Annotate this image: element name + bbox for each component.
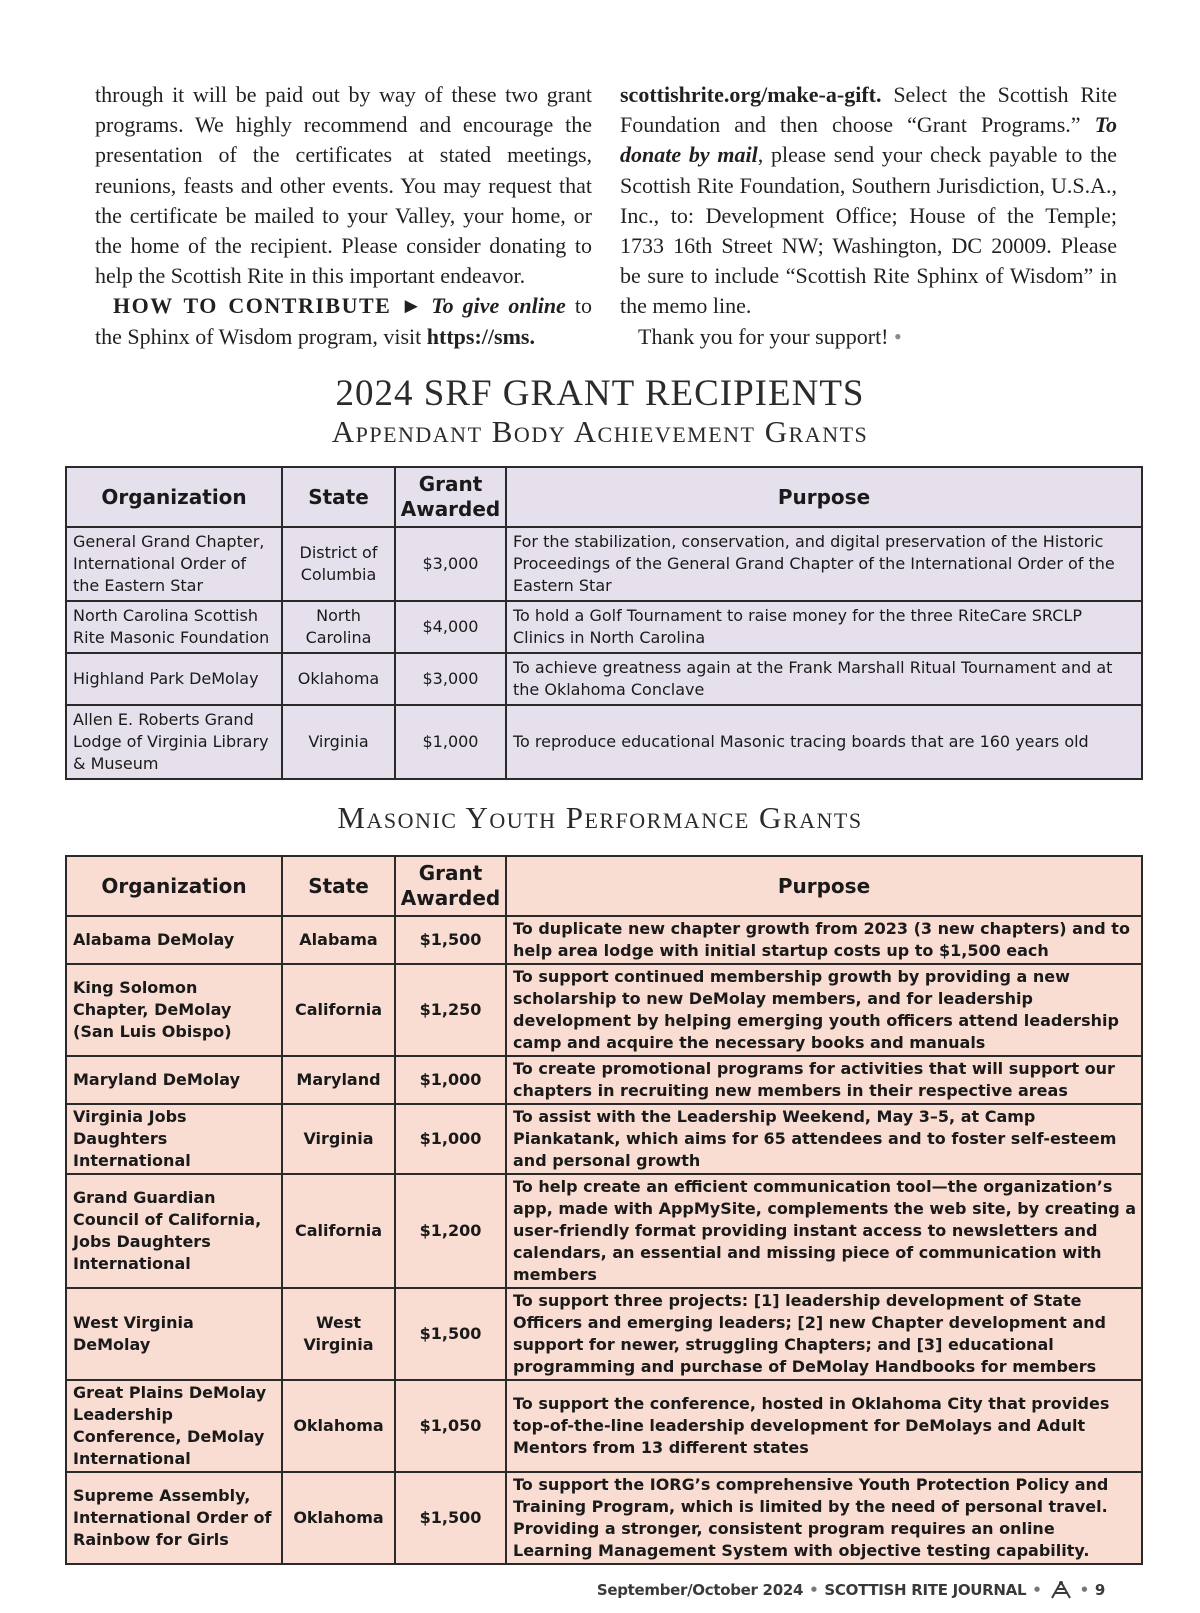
give-online-label: To give online [431, 293, 566, 319]
organization-cell: West Virginia DeMolay [66, 1288, 282, 1380]
table-row [66, 1472, 1142, 1564]
table-row [66, 1056, 1142, 1104]
table-row [66, 964, 1142, 1056]
grant-cell: $1,500 [395, 1288, 506, 1380]
end-bullet: • [894, 323, 902, 349]
footer-separator: • [1032, 1581, 1042, 1599]
state-cell: Virginia [282, 705, 395, 779]
header-grant-awarded: Grant Awarded [395, 467, 506, 527]
purpose-cell: To achieve greatness again at the Frank Marshall Ritual Tournament and at the Oklahoma Conclave [506, 653, 1142, 705]
purpose-cell: To assist with the Leadership Weekend, May 3–5, at Camp Piankatank, which aims for 65 attendees and to foster self-esteem and personal growth [506, 1104, 1142, 1174]
grant-cell: $1,500 [395, 916, 506, 964]
intro-paragraph-2 [95, 291, 592, 351]
grant-cell: $1,500 [395, 1472, 506, 1564]
table-row [66, 1104, 1142, 1174]
table-row [66, 1288, 1142, 1380]
donate-by-mail-label: To donate by mail [620, 112, 1117, 168]
state-cell: District of Columbia [282, 527, 395, 601]
purpose-cell: To help create an efficient communication tool—the organization’s app, made with AppMySite, complements the web site, by creating a user-friendly format providing instant access to newsletters and calendars, an essential and missing piece of communication with members [506, 1174, 1142, 1288]
intro-left-column [95, 80, 592, 352]
organization-cell: North Carolina Scottish Rite Masonic Foundation [66, 601, 282, 653]
organization-cell: Highland Park DeMolay [66, 653, 282, 705]
intro-right-column [620, 80, 1117, 352]
arrow-icon: ► [400, 293, 423, 319]
table-row [66, 705, 1142, 779]
grant-cell: $3,000 [395, 527, 506, 601]
organization-cell: Great Plains DeMolay Leadership Conference, DeMolay International [66, 1380, 282, 1472]
header-state: State [282, 856, 395, 916]
organization-cell: King Solomon Chapter, DeMolay (San Luis Obispo) [66, 964, 282, 1056]
organization-cell: Grand Guardian Council of California, Jobs Daughters International [66, 1174, 282, 1288]
grant-cell: $4,000 [395, 601, 506, 653]
page-number: 9 [1094, 1581, 1105, 1599]
page-title: 2024 SRF GRANT RECIPIENTS [335, 373, 865, 414]
table-header-row [66, 856, 1142, 916]
purpose-cell: For the stabilization, conservation, and digital preservation of the Historic Proceedings of the General Grand Chapter of the International Order of the Eastern Star [506, 527, 1142, 601]
page-footer [597, 1580, 1105, 1600]
state-cell: Maryland [282, 1056, 395, 1104]
youth-section-title: Masonic Youth Performance Grants [337, 800, 863, 835]
intro-paragraph-3-b: , please send your check payable to the Scottish Rite Foundation, Southern Jurisdiction, U.S.A., Inc., to: Development Office; House of the Temple; 1733 16th Street NW; Washington, DC 20009. Please be sure to include “Scottish Rite Sphinx of Wisdom” in the memo line. [620, 142, 1117, 319]
state-cell: Oklahoma [282, 1380, 395, 1472]
organization-cell: Alabama DeMolay [66, 916, 282, 964]
purpose-cell: To support continued membership growth by providing a new scholarship to new DeMolay members, and for leadership development by helping emerging youth officers attend leadership camp and acquire the necessary books and manuals [506, 964, 1142, 1056]
header-organization: Organization [66, 467, 282, 527]
state-cell: Virginia [282, 1104, 395, 1174]
header-grant-awarded: Grant Awarded [395, 856, 506, 916]
state-cell: California [282, 1174, 395, 1288]
table-row [66, 653, 1142, 705]
header-organization: Organization [66, 856, 282, 916]
gift-url-part-2[interactable]: scottishrite.org/make-a-gift. [620, 82, 882, 107]
organization-cell: Maryland DeMolay [66, 1056, 282, 1104]
youth-grants-table [65, 855, 1143, 1565]
grant-cell: $1,250 [395, 964, 506, 1056]
intro-paragraph-2-tail: to the Sphinx of Wisdom program, visit [95, 293, 592, 349]
organization-cell: General Grand Chapter, International Order of the Eastern Star [66, 527, 282, 601]
organization-cell: Allen E. Roberts Grand Lodge of Virginia Library & Museum [66, 705, 282, 779]
table-row [66, 1174, 1142, 1288]
state-cell: Oklahoma [282, 1472, 395, 1564]
intro-paragraph-3 [620, 80, 1117, 322]
grant-cell: $1,050 [395, 1380, 506, 1472]
appendant-section-title: Appendant Body Achievement Grants [331, 414, 869, 449]
purpose-cell: To hold a Golf Tournament to raise money for the three RiteCare SRCLP Clinics in North Carolina [506, 601, 1142, 653]
header-purpose: Purpose [506, 467, 1142, 527]
state-cell: Alabama [282, 916, 395, 964]
purpose-cell: To support the IORG’s comprehensive Youth Protection Policy and Training Program, which is limited by the need of personal travel. Providing a stronger, consistent program requires an online Learning Management System with objective testing capability. [506, 1472, 1142, 1564]
footer-separator: • [809, 1581, 819, 1599]
double-eagle-emblem-icon [1048, 1580, 1074, 1600]
header-purpose: Purpose [506, 856, 1142, 916]
purpose-cell: To support three projects: [1] leadership development of State Officers and emerging leaders; [2] new Chapter development and support for newer, struggling Chapters; and [3] educational programming and purchase of DeMolay Handbooks for members [506, 1288, 1142, 1380]
state-cell: Oklahoma [282, 653, 395, 705]
intro-paragraph-1: through it will be paid out by way of these two grant programs. We highly recommend and encourage the presentation of the certificates at stated meetings, reunions, feasts and other events. You may request that the certificate be mailed to your Valley, your home, or the home of the recipient. Please consider donating to help the Scottish Rite in this important endeavor. [95, 82, 592, 289]
grant-cell: $1,000 [395, 1056, 506, 1104]
footer-issue: September/October 2024 [596, 1581, 804, 1599]
organization-cell: Supreme Assembly, International Order of Rainbow for Girls [66, 1472, 282, 1564]
purpose-cell: To create promotional programs for activities that will support our chapters in recruiting new members in their respective areas [506, 1056, 1142, 1104]
organization-cell: Virginia Jobs Daughters International [66, 1104, 282, 1174]
table-row [66, 527, 1142, 601]
table-row [66, 1380, 1142, 1472]
grant-cell: $1,000 [395, 1104, 506, 1174]
header-state: State [282, 467, 395, 527]
purpose-cell: To support the conference, hosted in Oklahoma City that provides top-of-the-line leadership development for DeMolays and Adult Mentors from 13 different states [506, 1380, 1142, 1472]
appendant-grants-table [65, 466, 1143, 780]
footer-separator: • [1079, 1581, 1089, 1599]
grant-cell: $1,000 [395, 705, 506, 779]
state-cell: North Carolina [282, 601, 395, 653]
table-row [66, 916, 1142, 964]
table-header-row [66, 467, 1142, 527]
state-cell: California [282, 964, 395, 1056]
thanks-text: Thank you for your support! [638, 323, 889, 349]
table-row [66, 601, 1142, 653]
grant-cell: $3,000 [395, 653, 506, 705]
gift-url-part-1[interactable]: https://sms. [426, 323, 535, 349]
state-cell: West Virginia [282, 1288, 395, 1380]
thanks-paragraph [620, 322, 1117, 352]
grant-cell: $1,200 [395, 1174, 506, 1288]
purpose-cell: To duplicate new chapter growth from 2023 (3 new chapters) and to help area lodge with initial startup costs up to $1,500 each [506, 916, 1142, 964]
purpose-cell: To reproduce educational Masonic tracing boards that are 160 years old [506, 705, 1142, 779]
intro-paragraph-3-a: Select the Scottish Rite Foundation and then choose “Grant Programs.” [620, 82, 1117, 138]
footer-journal: SCOTTISH RITE JOURNAL [824, 1581, 1027, 1599]
how-to-contribute-label: HOW TO CONTRIBUTE [113, 293, 392, 319]
